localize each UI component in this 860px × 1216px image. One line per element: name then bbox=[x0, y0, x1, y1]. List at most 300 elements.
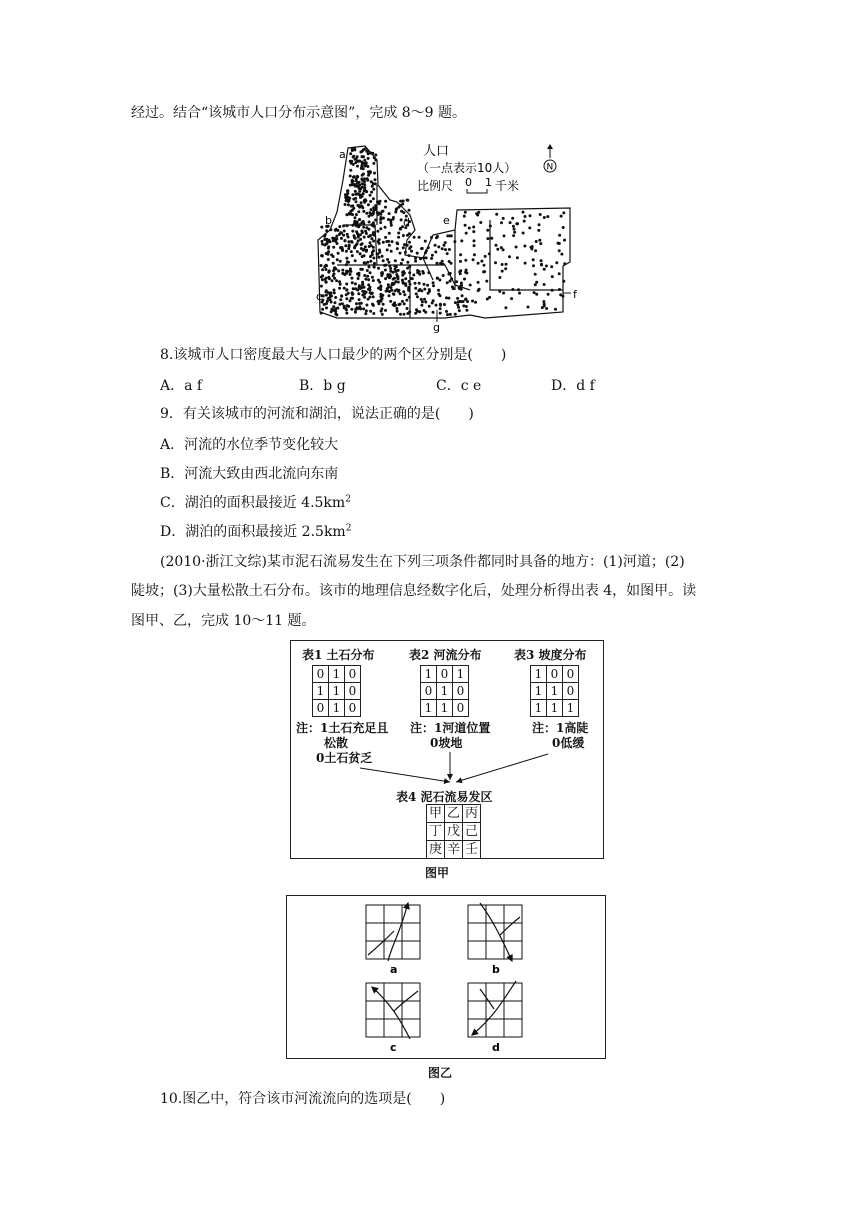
population-dot bbox=[350, 160, 353, 163]
population-dot bbox=[364, 312, 367, 315]
population-dot bbox=[365, 309, 368, 312]
question-10-stem: 10.图乙中，符合该市河流流向的选项是( ) bbox=[160, 1091, 446, 1107]
population-dot bbox=[359, 238, 362, 241]
population-dot bbox=[426, 284, 429, 287]
population-dot bbox=[356, 160, 359, 163]
population-dot bbox=[372, 295, 375, 298]
population-dot bbox=[442, 274, 445, 277]
population-dot bbox=[369, 241, 372, 244]
population-dot bbox=[408, 271, 411, 274]
population-dot bbox=[350, 308, 353, 311]
population-dot bbox=[373, 172, 376, 175]
population-dot bbox=[423, 283, 426, 286]
population-dot bbox=[402, 282, 405, 285]
population-dot bbox=[340, 237, 343, 240]
question-9-stem: 9．有关该城市的河流和湖泊，说法正确的是( ) bbox=[160, 406, 474, 422]
population-dot bbox=[338, 280, 341, 283]
population-dot bbox=[504, 306, 507, 309]
population-dot bbox=[372, 188, 375, 191]
population-dot bbox=[464, 224, 467, 227]
population-dot bbox=[352, 180, 355, 183]
population-dot bbox=[439, 312, 442, 315]
population-dot bbox=[362, 307, 365, 310]
population-dot bbox=[327, 245, 330, 248]
population-dot bbox=[358, 307, 361, 310]
population-dot bbox=[421, 247, 424, 250]
population-dot bbox=[377, 267, 380, 270]
population-dot bbox=[327, 258, 330, 261]
population-dot bbox=[347, 270, 350, 273]
diagram-b-label: b bbox=[492, 963, 500, 976]
population-dot bbox=[402, 211, 405, 214]
population-dot bbox=[408, 280, 411, 283]
population-dot bbox=[464, 211, 467, 214]
table-1-note-3: 0土石贫乏 bbox=[316, 751, 373, 765]
population-dot bbox=[370, 292, 373, 295]
population-dot bbox=[366, 165, 369, 168]
population-dot bbox=[455, 280, 458, 283]
population-dot bbox=[550, 265, 553, 268]
population-dot bbox=[543, 268, 546, 271]
population-dot bbox=[347, 236, 350, 239]
population-dot bbox=[334, 296, 337, 299]
diagram-d bbox=[468, 981, 522, 1037]
population-dot bbox=[324, 280, 327, 283]
population-dot bbox=[389, 219, 392, 222]
population-dot bbox=[406, 312, 409, 315]
population-dot bbox=[424, 301, 427, 304]
population-dot bbox=[354, 190, 357, 193]
population-dot bbox=[362, 248, 365, 251]
table-3-note-1: 注：1高陡 bbox=[532, 721, 589, 735]
population-dot bbox=[345, 297, 348, 300]
population-dot bbox=[355, 224, 358, 227]
population-dot bbox=[465, 232, 468, 235]
population-dot bbox=[452, 287, 455, 290]
map-point-a: a bbox=[339, 148, 346, 161]
population-dot bbox=[370, 237, 373, 240]
population-dot bbox=[362, 148, 365, 151]
arrow-from-table-3 bbox=[456, 754, 548, 782]
population-dot bbox=[346, 189, 349, 192]
population-dot bbox=[369, 194, 372, 197]
population-dot bbox=[374, 208, 377, 211]
population-dot bbox=[543, 283, 546, 286]
population-dot bbox=[350, 250, 353, 253]
population-dot bbox=[403, 293, 406, 296]
population-dot bbox=[402, 246, 405, 249]
svg-text:N: N bbox=[546, 162, 554, 173]
population-dot bbox=[558, 272, 561, 275]
population-dot bbox=[512, 225, 515, 228]
q8-option-d[interactable]: D．d f bbox=[551, 378, 595, 394]
paragraph-line-3: 图甲、乙，完成 10～11 题。 bbox=[131, 613, 316, 629]
population-dot bbox=[346, 224, 349, 227]
population-dot bbox=[465, 305, 468, 308]
population-dot bbox=[325, 252, 328, 255]
population-dot bbox=[471, 300, 474, 303]
population-dot bbox=[388, 294, 391, 297]
population-dot bbox=[363, 274, 366, 277]
population-dot bbox=[427, 292, 430, 295]
population-dot bbox=[448, 260, 451, 263]
population-dot bbox=[367, 283, 370, 286]
population-dot bbox=[351, 193, 354, 196]
population-dot bbox=[399, 227, 402, 230]
population-dot bbox=[421, 270, 424, 273]
population-dot bbox=[378, 249, 381, 252]
population-dot bbox=[420, 304, 423, 307]
population-dot bbox=[371, 214, 374, 217]
population-dot bbox=[350, 277, 353, 280]
population-dot bbox=[472, 258, 475, 261]
population-dot bbox=[494, 261, 497, 264]
population-dot bbox=[537, 229, 540, 232]
population-dot bbox=[446, 252, 449, 255]
population-dot bbox=[395, 265, 398, 268]
population-dot bbox=[404, 282, 407, 285]
population-dot bbox=[350, 213, 353, 216]
population-dot bbox=[390, 289, 393, 292]
population-dot bbox=[393, 301, 396, 304]
population-dot bbox=[345, 312, 348, 315]
population-dot bbox=[423, 309, 426, 312]
population-dot bbox=[351, 254, 354, 257]
population-dot bbox=[372, 257, 375, 260]
population-dot bbox=[321, 268, 324, 271]
population-dot bbox=[333, 237, 336, 240]
source-citation: (2010·浙江文综) bbox=[160, 554, 268, 570]
paragraph-line-2: 陡坡；(3)大量松散土石分布。该市的地理信息经数字化后，处理分析得出表 4，如图甲。读 bbox=[131, 583, 697, 599]
population-dot bbox=[345, 283, 348, 286]
population-dot bbox=[483, 270, 486, 273]
q8-option-c[interactable]: C．c e bbox=[436, 378, 482, 394]
population-dot bbox=[342, 234, 345, 237]
population-dot bbox=[401, 258, 404, 261]
population-dot bbox=[434, 251, 437, 254]
population-dot bbox=[370, 191, 373, 194]
population-dot bbox=[363, 183, 366, 186]
population-dot bbox=[356, 165, 359, 168]
population-dot bbox=[524, 215, 527, 218]
population-dot bbox=[396, 310, 399, 313]
population-dot bbox=[386, 258, 389, 261]
population-dot bbox=[432, 299, 435, 302]
population-dot bbox=[338, 225, 341, 228]
population-dot bbox=[382, 241, 385, 244]
population-dot bbox=[330, 301, 333, 304]
population-dot bbox=[435, 236, 438, 239]
population-dot bbox=[320, 276, 323, 279]
population-dot bbox=[332, 262, 335, 265]
population-dot bbox=[547, 293, 550, 296]
population-dot bbox=[473, 239, 476, 242]
population-dot bbox=[381, 255, 384, 258]
population-dot bbox=[469, 284, 472, 287]
population-dot bbox=[351, 204, 354, 207]
population-dot bbox=[362, 192, 365, 195]
population-dot bbox=[338, 287, 341, 290]
population-dot bbox=[555, 261, 558, 264]
population-dot bbox=[432, 281, 435, 284]
population-dot bbox=[486, 298, 489, 301]
population-dot bbox=[368, 221, 371, 224]
population-dot bbox=[362, 226, 365, 229]
population-dot bbox=[558, 249, 561, 252]
population-dot bbox=[347, 197, 350, 200]
diagram-b bbox=[468, 903, 522, 961]
population-dot bbox=[351, 281, 354, 284]
population-dot bbox=[381, 294, 384, 297]
population-dot bbox=[377, 287, 380, 290]
population-dot bbox=[376, 230, 379, 233]
population-dot bbox=[325, 294, 328, 297]
table-2-title: 表2 河流分布 bbox=[409, 648, 482, 662]
population-dot bbox=[404, 251, 407, 254]
population-dot bbox=[365, 249, 368, 252]
population-dot bbox=[483, 264, 486, 267]
population-dot bbox=[332, 246, 335, 249]
population-dot bbox=[359, 268, 362, 271]
population-dot bbox=[540, 263, 543, 266]
population-dot bbox=[376, 253, 379, 256]
population-dot bbox=[358, 298, 361, 301]
population-dot bbox=[373, 225, 376, 228]
table-2-note-2: 0坡地 bbox=[430, 736, 463, 750]
q9-option-c[interactable]: C．湖泊的面积最接近 $4.5km^2$ bbox=[160, 494, 351, 511]
population-dot bbox=[432, 284, 435, 287]
population-dot bbox=[363, 162, 366, 165]
population-dot bbox=[357, 274, 360, 277]
population-dot bbox=[355, 213, 358, 216]
population-dot bbox=[539, 213, 542, 216]
population-dot bbox=[334, 240, 337, 243]
population-dot bbox=[463, 278, 466, 281]
population-dot bbox=[416, 252, 419, 255]
population-dot bbox=[501, 270, 504, 273]
population-dot bbox=[563, 239, 566, 242]
population-dot bbox=[352, 176, 355, 179]
table-3-title: 表3 坡度分布 bbox=[514, 648, 587, 662]
population-dot bbox=[367, 157, 370, 160]
q8-option-a[interactable]: A．a f bbox=[160, 378, 203, 394]
population-dot bbox=[501, 263, 504, 266]
population-dot bbox=[372, 240, 375, 243]
population-dot bbox=[538, 239, 541, 242]
population-dot bbox=[410, 277, 413, 280]
population-dot bbox=[320, 312, 323, 315]
population-dot bbox=[403, 313, 406, 316]
population-dot bbox=[472, 230, 475, 233]
population-dot bbox=[511, 217, 514, 220]
population-dot bbox=[333, 277, 336, 280]
population-dot bbox=[333, 289, 336, 292]
table-3-note-2: 0低缓 bbox=[552, 736, 585, 750]
population-dot bbox=[502, 292, 505, 295]
population-dot bbox=[364, 262, 367, 265]
diagram-d-label: d bbox=[492, 1041, 500, 1054]
population-dot bbox=[449, 234, 452, 237]
population-dot bbox=[365, 190, 368, 193]
population-dot bbox=[532, 258, 535, 261]
q8-option-b[interactable]: B．b g bbox=[299, 378, 346, 394]
population-dot bbox=[533, 291, 536, 294]
population-dot bbox=[490, 237, 493, 240]
population-dot bbox=[366, 177, 369, 180]
population-dot bbox=[438, 279, 441, 282]
map-legend-note: （一点表示10人） bbox=[417, 161, 517, 175]
population-dot bbox=[351, 297, 354, 300]
population-dot bbox=[372, 233, 375, 236]
population-dot bbox=[384, 200, 387, 203]
population-dot bbox=[354, 282, 357, 285]
population-dot bbox=[532, 264, 535, 267]
population-dot bbox=[321, 308, 324, 311]
population-dot bbox=[320, 264, 323, 267]
population-dot bbox=[384, 226, 387, 229]
population-dot bbox=[465, 309, 468, 312]
paragraph-line-1: (2010·浙江文综)某市泥石流易发生在下列三项条件都同时具备的地方：(1)河道；(2) bbox=[160, 554, 685, 570]
population-dot bbox=[439, 262, 442, 265]
population-dot bbox=[372, 249, 375, 252]
population-dot bbox=[563, 262, 566, 265]
population-dot bbox=[371, 185, 374, 188]
population-dot bbox=[351, 149, 354, 152]
population-dot bbox=[408, 254, 411, 257]
population-dot bbox=[387, 283, 390, 286]
population-dot bbox=[396, 242, 399, 245]
question-8-stem: 8.该城市人口密度最大与人口最少的两个区分别是( ) bbox=[160, 347, 507, 363]
population-dot bbox=[403, 243, 406, 246]
population-dot bbox=[351, 224, 354, 227]
population-dot bbox=[345, 288, 348, 291]
table-1-title: 表1 土石分布 bbox=[302, 648, 375, 662]
population-dot bbox=[368, 245, 371, 248]
population-dot bbox=[466, 300, 469, 303]
population-dot bbox=[396, 247, 399, 250]
population-dot bbox=[365, 304, 368, 307]
population-dot bbox=[336, 258, 339, 261]
population-dot bbox=[360, 243, 363, 246]
population-dot bbox=[394, 289, 397, 292]
population-dot bbox=[418, 282, 421, 285]
population-dot bbox=[330, 253, 333, 256]
population-dot bbox=[428, 305, 431, 308]
table-2-note-1: 注：1河道位置 bbox=[410, 721, 491, 735]
population-dot bbox=[402, 200, 405, 203]
population-dot bbox=[354, 259, 357, 262]
q9-option-a[interactable]: A．河流的水位季节变化较大 bbox=[160, 437, 339, 453]
population-dot bbox=[360, 286, 363, 289]
population-dot bbox=[366, 269, 369, 272]
population-dot bbox=[516, 222, 519, 225]
population-dot bbox=[361, 155, 364, 158]
population-dot bbox=[348, 244, 351, 247]
population-dot bbox=[414, 312, 417, 315]
q9-option-d[interactable]: D．湖泊的面积最接近 $2.5km^2$ bbox=[160, 523, 352, 540]
population-dot bbox=[365, 212, 368, 215]
population-dot bbox=[456, 303, 459, 306]
population-dot bbox=[418, 236, 421, 239]
population-dot bbox=[402, 234, 405, 237]
population-dot bbox=[407, 289, 410, 292]
population-dot bbox=[558, 288, 561, 291]
population-dot bbox=[513, 228, 516, 231]
population-dot bbox=[406, 267, 409, 270]
population-dot bbox=[402, 290, 405, 293]
population-dot bbox=[343, 239, 346, 242]
population-dot bbox=[412, 274, 415, 277]
population-dot bbox=[389, 273, 392, 276]
population-dot bbox=[513, 231, 516, 234]
population-dot bbox=[362, 210, 365, 213]
population-dot bbox=[535, 293, 538, 296]
population-dot bbox=[338, 303, 341, 306]
population-dot bbox=[446, 281, 449, 284]
population-dot bbox=[352, 287, 355, 290]
population-dot bbox=[374, 219, 377, 222]
population-dot bbox=[382, 259, 385, 262]
population-dot bbox=[540, 259, 543, 262]
population-dot bbox=[391, 240, 394, 243]
population-dot bbox=[427, 246, 430, 249]
population-dot bbox=[504, 267, 507, 270]
population-dot bbox=[399, 313, 402, 316]
north-arrow-icon bbox=[544, 144, 556, 173]
population-dot bbox=[358, 218, 361, 221]
population-dot bbox=[414, 282, 417, 285]
population-dot bbox=[360, 247, 363, 250]
q9-option-b[interactable]: B．河流大致由西北流向东南 bbox=[160, 466, 339, 482]
population-dot bbox=[397, 303, 400, 306]
population-dot bbox=[489, 225, 492, 228]
population-dot bbox=[327, 271, 330, 274]
map-scale-label: 比例尺 bbox=[417, 179, 454, 193]
population-dot bbox=[510, 297, 513, 300]
population-dot bbox=[432, 311, 435, 314]
population-dot bbox=[349, 169, 352, 172]
population-dot bbox=[369, 260, 372, 263]
population-dot bbox=[373, 266, 376, 269]
population-dot bbox=[495, 244, 498, 247]
population-dot bbox=[340, 294, 343, 297]
population-dot bbox=[392, 278, 395, 281]
population-dot bbox=[322, 294, 325, 297]
population-dot bbox=[480, 260, 483, 263]
population-dot bbox=[344, 307, 347, 310]
population-dot bbox=[522, 211, 525, 214]
population-dot bbox=[384, 269, 387, 272]
population-dot bbox=[422, 257, 425, 260]
table-2-grid: 1 0 1 0 1 0 1 1 0 bbox=[420, 665, 469, 717]
population-dot bbox=[373, 156, 376, 159]
population-dot bbox=[329, 228, 332, 231]
population-dot bbox=[353, 147, 356, 150]
population-dot bbox=[404, 277, 407, 280]
population-dot bbox=[445, 296, 448, 299]
population-dot bbox=[324, 233, 327, 236]
population-dot bbox=[358, 190, 361, 193]
population-dot bbox=[347, 200, 350, 203]
population-dot bbox=[554, 308, 557, 311]
population-dot bbox=[355, 230, 358, 233]
population-dot bbox=[355, 177, 358, 180]
population-dot bbox=[358, 284, 361, 287]
population-dot bbox=[459, 269, 462, 272]
arrow-from-table-1 bbox=[360, 768, 450, 782]
population-dot bbox=[449, 272, 452, 275]
population-dot bbox=[423, 288, 426, 291]
